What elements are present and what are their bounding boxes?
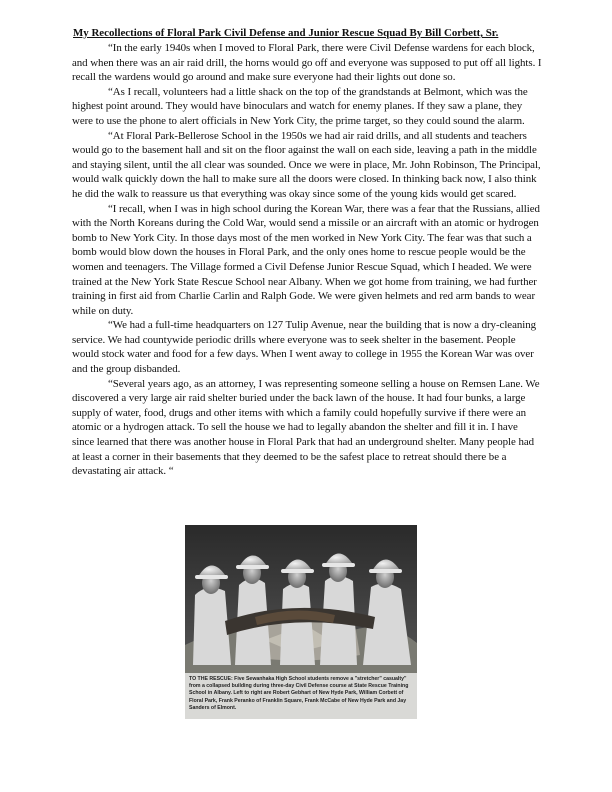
document-title: My Recollections of Floral Park Civil Defense and Junior Rescue Squad By Bill Corbett, Sr. bbox=[73, 27, 499, 39]
rescue-squad-photo-image bbox=[185, 525, 417, 673]
document-body bbox=[72, 26, 542, 479]
paragraph-school-drills: “At Floral Park-Bellerose School in the 1950s we had air raid drills, and all students and teachers would go to the basement hall and sit on the floor against the wall on each side, leaving a path in the middle and staying silent, until the all clear was sounded. Once we were in place, Mr. John Robinson, The Principal, would walk quickly down the hall to make sure all the doors were closed. In thinking back now, I also think he did the walk to reassure us that everything was okay since some of the young kids would get scared. bbox=[72, 129, 541, 200]
paragraph-wardens: “In the early 1940s when I moved to Floral Park, there were Civil Defense wardens for each block, and when there was an air raid drill, the horns would go off and everyone was supposed to put off all lights. I recall the wardens would go around and make sure everyone had their lights out done so. bbox=[72, 42, 542, 84]
paragraph-belmont-shack: “As I recall, volunteers had a little shack on the top of the grandstands at Belmont, which was the highest point around. They would have binoculars and watch for enemy planes. If they saw a plane, they were to use the phone to alert officials in New York City, the prime target, so they could sound the alarm. bbox=[72, 85, 528, 127]
paragraph-korean-war: “I recall, when I was in high school during the Korean War, there was a fear that the Russians, allied with the North Koreans during the Cold War, would send a missile or an aircraft with an atomic or hydrogen bomb to New York City. In those days most of the men worked in New York City. The fear was that such a bomb would blow down the houses in Floral Park, and the only ones home to rescue people would be the women and teenagers. The Village formed a Civil Defense Junior Rescue Squad, which I headed. We were trained at the New York State Rescue School near Albany. When we got home from training, we had further training in first aid from Charlie Carlin and Ralph Gode. We were given helmets and red arm bands to wear while on duty. bbox=[72, 202, 540, 317]
photo-caption: TO THE RESCUE: Five Sewanhaka High School students remove a "stretcher" casualty" from a collapsed building during three-day Civil Defense course at State Rescue Training School in Albany. Left to right are Robert Gebhart of New Hyde Park, William Corbett of Floral Park, Frank Peranko of Franklin Square, Frank McCabe of New Hyde Park and Jay Sanders of Elmont. bbox=[185, 673, 417, 719]
paragraph-air-raid-shelter: “Several years ago, as an attorney, I was representing someone selling a house on Remsen Lane. We discovered a very large air raid shelter buried under the back lawn of the house. It had four bunks, a large supply of water, food, drugs and other items with which a family could hopefully survive if there were an atomic or a hydrogen attack. To sell the house we had to legally abandon the shelter and fill it in. I have since learned that there was another house in Floral Park that had an underground shelter. Many people had at least a corner in their basements that they deemed to be the safest place to retreat should there be a devastating air attack. “ bbox=[72, 377, 540, 478]
paragraph-headquarters: “We had a full-time headquarters on 127 Tulip Avenue, near the building that is now a dry-cleaning service. We had countywide periodic drills where everyone was to seek shelter in the basement. People would stock water and food for a few days. When I went away to college in 1955 the Korean War was over and the group disbanded. bbox=[72, 319, 537, 376]
rescue-squad-photo bbox=[185, 525, 417, 719]
